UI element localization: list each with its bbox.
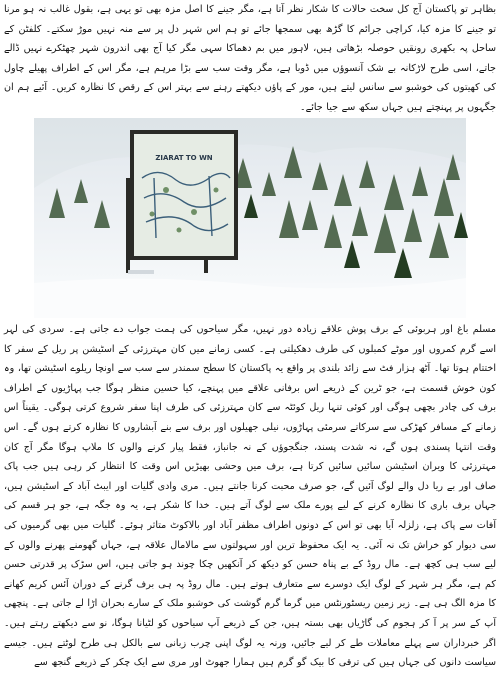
article-paragraph-1: بظاہر تو پاکستان آج کل سخت حالات کا شکار نظر آتا ہے، مگر جینے کا اصل مزہ بھی تو یہی ہے، بقول غالب نہ ہو مرنا تو جینے کا مزہ کیا، کراچی جرائم کا گڑھ بھی سمجھا جائے تو ہم اس شہر دل پر سے منہ نہیں موڑ سکتے۔ کلفٹن کے ساحل پہ بکھری رونقیں حوصلہ بڑھاتی ہیں، لاہور میں بم دھماکا سہی مگر کیا آج بھی اندرون شہر چھٹکرے نہیں ڈالے جاتے، اسی طرح لاڑکانہ بے شک آنسوؤں میں ڈوبا ہے، مگر وقت سب سے بڑا مرہم ہے، مگر اس کے اطراف پھیلے چاول کی کھیتوں کی خوشبو سے سانس لیتے ہیں، مور کے پاؤں دیکھتے رہنے سے بہتر اس کے رقص کا نظارہ کریں۔ آئیے ہم ان جگہوں پر پہنچتے ہیں جہاں سکھ سے جیا جائے۔	[4, 4, 496, 113]
svg-text:ZIARAT TO WN: ZIARAT TO WN	[155, 154, 213, 162]
sign-text	[155, 154, 212, 162]
article-paragraph-2: مسلم باغ اور ہربوئی کے برف پوش علاقے زیادہ دور نہیں، مگر سیاحوں کی ہمت جواب دے جاتی ہے۔ سردی کی لہر اسے گرم کمروں اور موٹے کمبلوں کی طرف دھکیلتی ہے۔ کسی زمانے میں کان مہترزئی کے اسٹیشن پر ریل کے سفر کا اختتام ہوتا تھا۔ آٹھ ہزار فٹ سے زائد بلندی پر واقع یہ پاکستان کا سطح سمندر سے سب سے اونچا ریلوے اسٹیشن تھا، وہ کون خوش قسمت ہے، جو ٹرین کے ذریعے اس برفانی علاقے میں پہنچے، کیا حسین منظر ہوگا جب پہاڑیوں کے اطراف برف کی چادر بچھی ہوگی اور کوئی تنہا ریل کوئٹہ سے کان مہترزئی کی طرف اپنا سفر شروع کرتی ہوگی۔ یقیناً اس زمانے کے مسافر کھڑکی سے سرکاتے سرمئی پہاڑوں، نیلی جھیلوں اور برف سے بنے آبشاروں کا نظارہ کرتے ہوں گے۔ اس وقت انتہا پسندی ہوں گے، نہ شدت پسند، جنگجوؤں کے نہ جانباز، فقط پیار کرنے والوں کا ملاپ ہوگا مگر آج کان مہترزئی کا ویران اسٹیشن سائیں سائیں کرتا ہے، برف میں وحشی بھیڑیں اس وقت کا انتظار کر رہی ہیں جب پاک صاف اور بے ریا دل والے لوگ آئیں گے، جو صرف محبت کرنا جانتے ہیں۔ مری وادی گلیات اور ایبٹ آباد کے اسٹیشن ہیں، جہاں برف باری کا نظارہ کرنے کے لیے پورے ملک سے لوگ آتے ہیں۔ خدا کا شکر ہے، یہ وہ جگہ ہے، جو ہر قسم کی آفات سے پاک ہے، زلزلہ آیا بھی تو اس کے دونوں اطراف مظفر آباد اور بالاکوٹ متاثر ہوئے۔ گلیات میں بھی گرمیوں کی سی دیوار کو خراش تک نہ آئی۔ یہ ایک محفوظ ترین اور سہولتوں سے مالامال علاقہ ہے، جہاں گھومنے پھرنے والوں کے لیے سب ہی کچھ ہے۔ مال روڈ کے بے پناہ حسن کو دیکھ کر آنکھیں چکا چوند ہو جاتی ہیں، اس سڑک پر قدرتی حسن کم ہے، مگر ہر شہر کے لوگ ایک دوسرے سے متعارف ہوتے ہیں۔ مال روڈ پہ ہی برف گرنے کے دوران آئس کریم کھانے کا مزہ الگ ہی ہے۔ زیر زمین ریسٹورنٹس میں گرما گرم گوشت کی خوشبو ملک کے سارے بحران اڑا لے جاتی ہے۔ پنچھی آپ کے سر پر آ کر ہجوم کی گاڑیاں بھی بستہ ہیں، جن کے ذریعے آپ سیاحوں کو لٹیانا ہوگا، نو سے دیکھتے رہتے ہیں۔ اگر خبرداران سے پہلے معاملات طے کر لیے جائیں، ورنہ یہ لوگ اپنی چرب زبانی سے بالکل ہی طرح لوٹتے ہیں۔ جیسے سیاست دانوں کی جہاں ہیں کی ترقی کا بیک گو گرم ہیں ہمارا جھوٹ اور مری سے ایک چکر کے ذریعے گنجھ سے	[4, 324, 496, 669]
snow-photo	[34, 118, 466, 318]
